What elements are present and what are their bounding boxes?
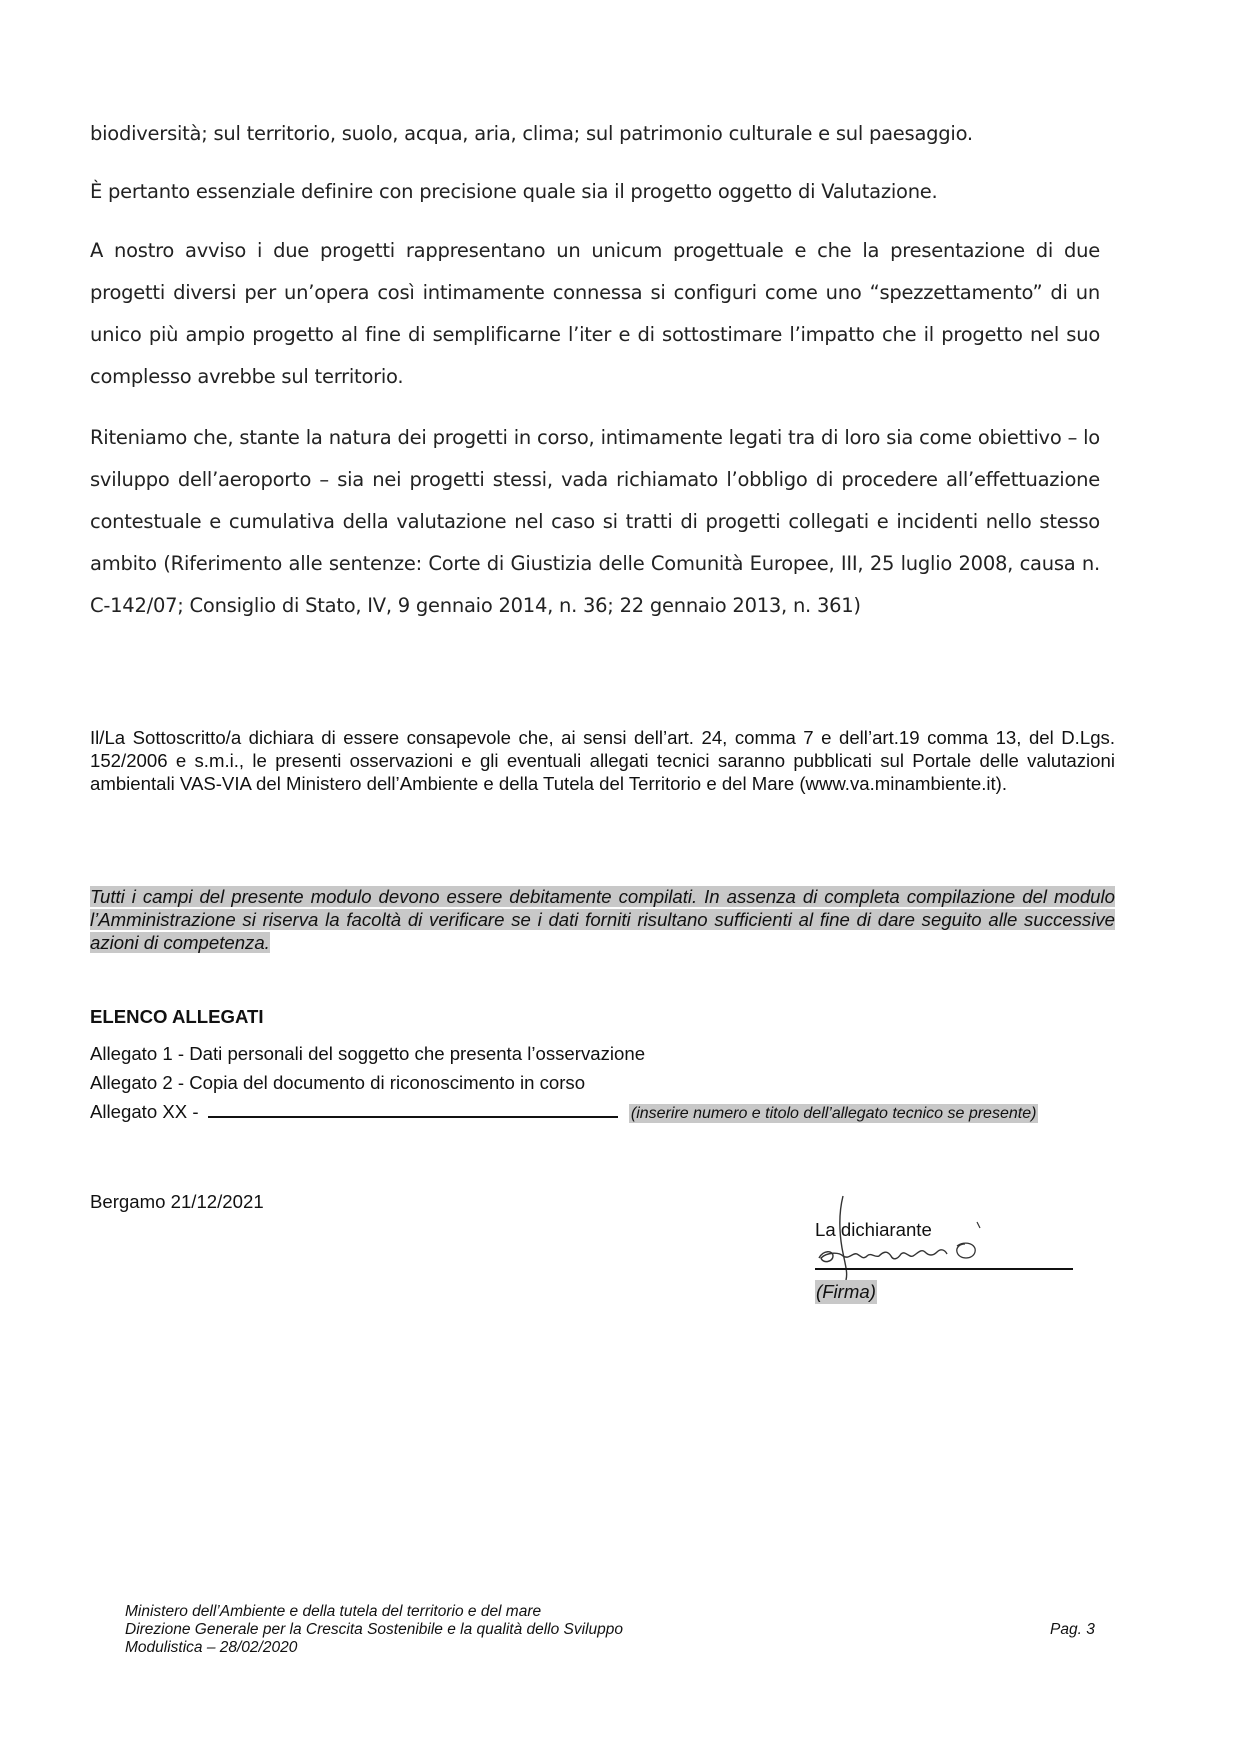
attachment-hint-open: ( xyxy=(630,1105,637,1122)
compilation-notice xyxy=(90,885,1115,954)
paragraph-unicum: A nostro avviso i due progetti rappresentano un unicum progettuale e che la presentazione di due progetti diversi per un’opera così intimamente connessa si configuri come uno “spezzettamento” di un unico più ampio progetto al fine di semplificarne l’iter e di sottostimare l’impatto che il progetto nel suo complesso avrebbe sul territorio. xyxy=(90,239,1100,388)
signature-caption: (Firma) xyxy=(816,1281,876,1302)
attachment-item-1: Allegato 1 - Dati personali del soggetto che presenta l’osservazione xyxy=(90,1043,646,1064)
signature-line xyxy=(815,1268,1073,1270)
footer-line-1: Ministero dell’Ambiente e della tutela del territorio e del mare xyxy=(125,1603,542,1620)
notice-highlight: Tutti i campi del presente modulo devono essere debitamente compilati. In assenza di completa compilazione del modulo l’Amministrazione si riserva la facoltà di verificare se i dati forniti risultano sufficienti al fine di dare seguito alle successive azioni di competenza. xyxy=(90,886,1115,953)
paragraph-project-definition: È pertanto essenziale definire con precisione quale sia il progetto oggetto di Valutazione. xyxy=(90,180,938,203)
paragraph-cumulative-assessment: Riteniamo che, stante la natura dei progetti in corso, intimamente legati tra di loro sia come obiettivo – lo sviluppo dell’aeroporto – sia nei progetti stessi, vada richiamato l’obbligo di procedere all’effettuazione contestuale e cumulativa della valutazione nel caso si tratti di progetti collegati e incidenti nello stesso ambito (Riferimento alle sentenze: Corte di Giustizia delle Comunità Europee, III, 25 luglio 2008, causa n. C-142/07; Consiglio di Stato, IV, 9 gennaio 2014, n. 36; 22 gennaio 2013, n. 361) xyxy=(90,426,1100,617)
attachment-item-xx xyxy=(90,1100,1038,1126)
attachment-hint-close: ) xyxy=(1031,1105,1037,1122)
footer-line-3: Modulistica – 28/02/2020 xyxy=(125,1639,298,1656)
attachments-heading: ELENCO ALLEGATI xyxy=(90,1006,264,1027)
attachment-title-blank-line[interactable] xyxy=(208,1100,618,1118)
footer-line-2: Direzione Generale per la Crescita Sostenibile e la qualità dello Sviluppo xyxy=(125,1621,624,1638)
paragraph-biodiversity: biodiversità; sul territorio, suolo, acqua, aria, clima; sul patrimonio culturale e sul paesaggio. xyxy=(90,122,973,145)
footer-ministry xyxy=(125,1603,623,1657)
attachment-hint-text: inserire numero e titolo dell’allegato tecnico se presente xyxy=(636,1105,1032,1122)
attachment-item-2: Allegato 2 - Copia del documento di riconoscimento in corso xyxy=(90,1072,586,1093)
attachment-hint xyxy=(629,1104,1039,1123)
signature-block xyxy=(815,1210,1075,1310)
page-number: Pag. 3 xyxy=(1050,1621,1095,1638)
place-and-date: Bergamo 21/12/2021 xyxy=(90,1191,264,1212)
signature-label: La dichiarante xyxy=(815,1219,932,1240)
attachment-item-xx-label: Allegato XX - xyxy=(90,1101,199,1122)
declaration-text: Il/La Sottoscritto/a dichiara di essere consapevole che, ai sensi dell’art. 24, comma 7 e dell’art.19 comma 13, del D.Lgs. 152/2006 e s.m.i., le presenti osservazioni e gli eventuali allegati tecnici saranno pubblicati sul Portale delle valutazioni ambientali VAS-VIA del Ministero dell’Ambiente e della Tutela del Territorio e del Mare (www.va.minambiente.it). xyxy=(90,727,1115,794)
